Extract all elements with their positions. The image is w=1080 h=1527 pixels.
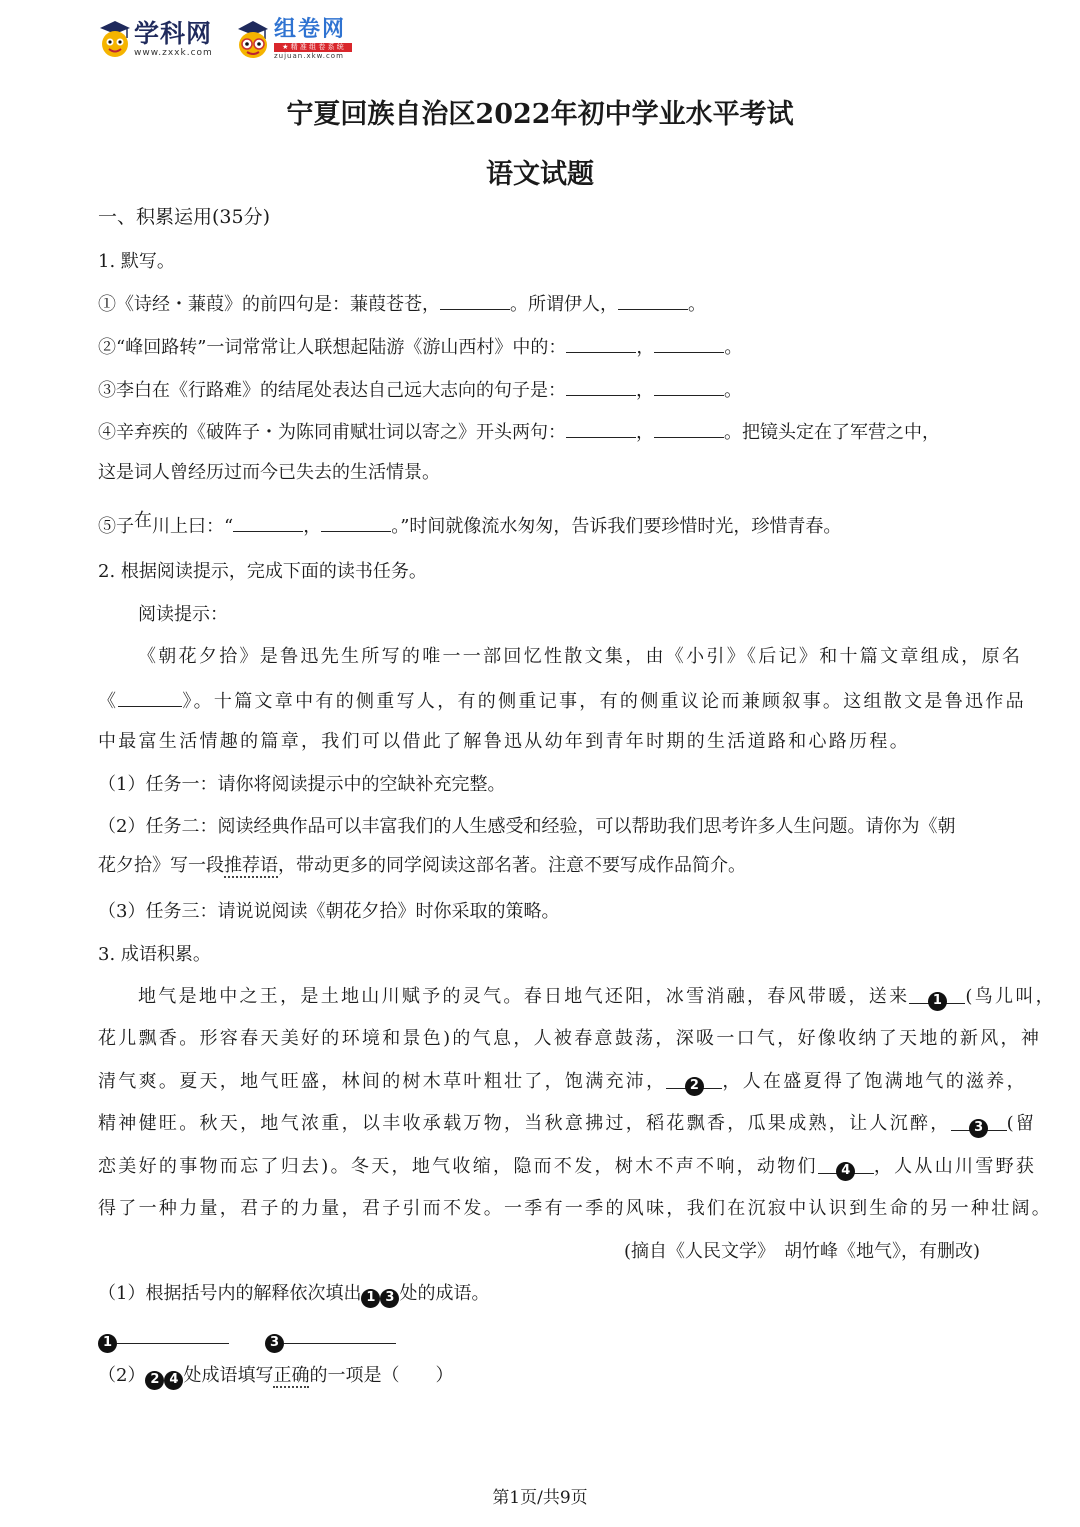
- blank-marker-2: 2: [685, 1077, 704, 1096]
- exam-title: 宁夏回族自治区2022年初中学业水平考试: [286, 99, 794, 130]
- q1-text: ，: [303, 516, 322, 537]
- q3-text: 处的成语。: [399, 1283, 490, 1304]
- q1-text: 。: [688, 294, 706, 315]
- q1-item4: [98, 419, 940, 445]
- q1-text: 。: [724, 380, 742, 401]
- q3-sub1: [98, 1282, 489, 1308]
- q3-text: 恋美好的事物而忘了归去)。冬天，地气收缩，隐而不发，树木不声不响，动物们: [98, 1156, 818, 1177]
- q1-text: ③李白在《行路难》的结尾处表达自己远大志向的句子是：: [98, 380, 566, 401]
- page-number: 第1页/共9页: [492, 1488, 588, 1508]
- answer-blank[interactable]: [654, 377, 724, 396]
- q3-passage: [98, 1070, 1027, 1094]
- q1-text: ②“峰回路转”一词常常让人联想起陆游《游山西村》中的：: [98, 337, 567, 358]
- q3-text: 地气是地中之王，是土地山川赋予的灵气。春日地气还阳，冰雪消融，春风带暖，送来: [138, 986, 910, 1007]
- q2-text: 花夕拾》写一段: [98, 855, 224, 876]
- zujuan-logo-tag: ★ 精 准 组 卷 系 统: [274, 43, 352, 52]
- q1-text: ，: [636, 337, 655, 358]
- exam-subtitle: 语文试题: [486, 159, 594, 190]
- q1-text: 在: [134, 510, 152, 531]
- section-heading: 一、积累运用(35分): [98, 206, 271, 228]
- q3-text: (留: [1006, 1113, 1037, 1134]
- q2-tip-text: 《朝花夕拾》是鲁迅先生所写的唯一一部回忆性散文集，由《小引》《后记》和十篇文章组成，原名: [138, 646, 1023, 667]
- q3-text: (鸟儿叫，: [965, 986, 1056, 1007]
- q3-source: (摘自《人民文学》 胡竹峰《地气》，有删改): [623, 1241, 980, 1262]
- answer-blank[interactable]: [654, 334, 724, 353]
- q2-text: 》。十篇文章中有的侧重写人，有的侧重记事，有的侧重议论而兼顾叙事。这组散文是鲁迅作品: [182, 691, 1026, 712]
- marker-1: 1: [361, 1289, 380, 1308]
- q1-text: ④辛弃疾的《破阵子・为陈同甫赋壮词以寄之》开头两句：: [98, 422, 566, 443]
- answer-blank[interactable]: [440, 291, 510, 310]
- q3-text: 清气爽。夏天，地气旺盛，林间的树木草叶粗壮了，饱满充沛，: [98, 1071, 667, 1092]
- q2-task2: （2）任务二：阅读经典作品可以丰富我们的人生感受和经验，可以帮助我们思考许多人生问题。请你为《朝: [98, 816, 956, 837]
- q2-task3: （3）任务三：请说说阅读《朝花夕拾》时你采取的策略。: [98, 901, 560, 922]
- q2-text: 《: [98, 691, 119, 712]
- q2-tip-text: 中最富生活情趣的篇章，我们可以借此了解鲁迅从幼年到青年时期的生活道路和心路历程。: [98, 731, 910, 752]
- answer-blank[interactable]: [909, 985, 965, 1008]
- q3-sub2: [98, 1364, 453, 1390]
- q3-passage: [98, 1155, 1036, 1179]
- zujuan-logo: [234, 14, 352, 64]
- q2-tip-text: [98, 688, 1026, 714]
- q3-text: 处成语填写: [183, 1365, 274, 1386]
- q3-passage: [138, 985, 1056, 1009]
- q3-passage: 花儿飘香。形容春天美好的环境和景色)的气息，人被春意鼓荡，深吸一口气，好像收纳了天地的新风，神: [98, 1028, 1042, 1049]
- q1-item2: [98, 334, 742, 360]
- q3-text: 的一项是（ ）: [309, 1365, 454, 1386]
- q3-text: （1）根据括号内的解释依次填出: [98, 1283, 362, 1304]
- answer-blank[interactable]: [233, 513, 303, 532]
- q1-item4-cont: 这是词人曾经历过而今已失去的生活情景。: [98, 462, 440, 483]
- q2-task1: （1）任务一：请你将阅读提示中的空缺补充完整。: [98, 774, 506, 795]
- q1-text: 。把镜头定在了军营之中，: [724, 422, 940, 443]
- marker-4: 4: [164, 1371, 183, 1390]
- q1-item5: [98, 510, 842, 539]
- q1-text: 。: [724, 337, 743, 358]
- q1-item3: [98, 377, 742, 403]
- zxxk-logo-url: www.zxxk.com: [134, 47, 213, 58]
- q3-passage: [98, 1112, 1036, 1136]
- q2-tip-label: 阅读提示：: [138, 604, 228, 625]
- answer-blank[interactable]: [321, 513, 391, 532]
- q2-task2-cont: [98, 854, 746, 878]
- q1-item1: [98, 291, 706, 317]
- mascot-icon: [98, 18, 132, 60]
- q1-text: ①《诗经・蒹葭》的前四句是：蒹葭苍苍，: [98, 294, 440, 315]
- answer-blank[interactable]: [818, 1155, 874, 1178]
- q3-text: 精神健旺。秋天，地气浓重，以丰收承载万物，当秋意拂过，稻花飘香，瓜果成熟，让人沉醉，: [98, 1113, 951, 1134]
- q1-text: 川上曰：“: [152, 516, 234, 537]
- q3-text: ，人在盛夏得了饱满地气的滋养，: [722, 1071, 1027, 1092]
- q2-stem: 2. 根据阅读提示，完成下面的读书任务。: [98, 561, 427, 582]
- answer-blank[interactable]: [117, 1325, 229, 1344]
- q2-text: ，带动更多的同学阅读这部名著。注意不要写成作品简介。: [278, 855, 746, 876]
- answer-blank[interactable]: [666, 1070, 722, 1093]
- blank-marker-3: 3: [969, 1119, 988, 1138]
- q1-text: ，: [636, 422, 654, 443]
- marker-3: 3: [380, 1289, 399, 1308]
- q1-text: 。”时间就像流水匆匆，告诉我们要珍惜时光，珍惜青春。: [391, 516, 842, 537]
- blank-marker-1: 1: [928, 992, 947, 1011]
- marker-2: 2: [145, 1371, 164, 1390]
- zujuan-logo-name: 组卷网: [274, 16, 347, 42]
- q3-stem: 3. 成语积累。: [98, 944, 211, 965]
- emphasis-text: 推荐语: [224, 855, 278, 876]
- answer-blank[interactable]: [951, 1112, 1007, 1135]
- zujuan-logo-url: zujuan.xkw.com: [274, 51, 344, 60]
- q3-text: （2）: [98, 1365, 146, 1386]
- q3-passage: 得了一种力量，君子的力量，君子引而不发。一季有一季的风味，我们在沉寂中认识到生命的另一种壮阔。: [98, 1198, 1053, 1219]
- answer-blank[interactable]: [284, 1325, 396, 1344]
- q1-stem: 1. 默写。: [98, 251, 175, 272]
- marker-1: 1: [98, 1334, 117, 1353]
- answer-blank[interactable]: [618, 291, 688, 310]
- q1-text: 。所谓伊人，: [510, 294, 618, 315]
- mascot-icon: [234, 17, 272, 61]
- answer-blank[interactable]: [566, 419, 636, 438]
- marker-3: 3: [265, 1334, 284, 1353]
- q3-text: ，人从山川雪野获: [873, 1156, 1037, 1177]
- zxxk-logo: [98, 14, 213, 64]
- answer-blank[interactable]: [118, 688, 182, 707]
- zxxk-logo-name: 学科网: [134, 18, 213, 48]
- q1-text: ，: [636, 380, 654, 401]
- q1-text: ⑤子: [98, 516, 134, 537]
- blank-marker-4: 4: [836, 1162, 855, 1181]
- q3-sub1-answers: [98, 1325, 396, 1353]
- answer-blank[interactable]: [654, 419, 724, 438]
- answer-blank[interactable]: [566, 334, 636, 353]
- emphasis-text: 正确: [273, 1365, 310, 1386]
- answer-blank[interactable]: [566, 377, 636, 396]
